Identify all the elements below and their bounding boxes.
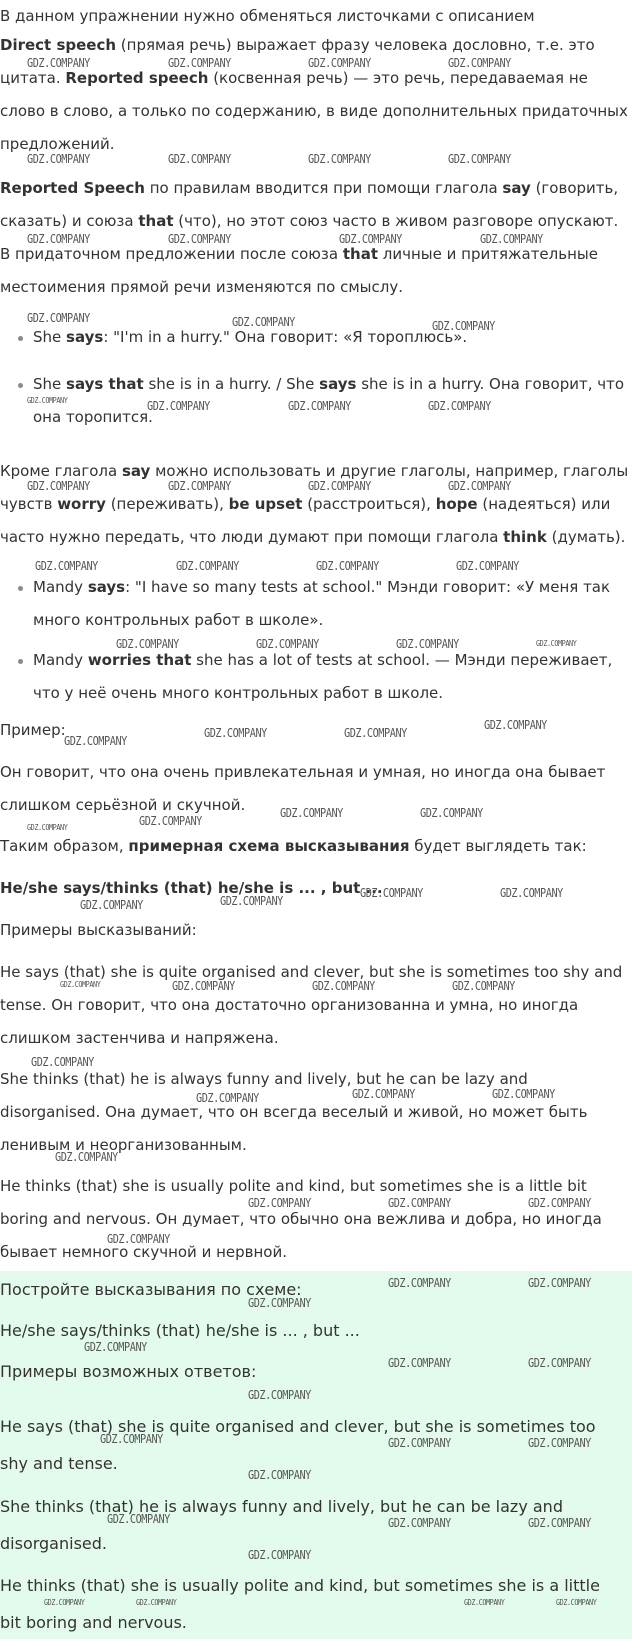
examples-label-text: Примеры высказываний: [0,921,197,939]
answer-scheme [0,1314,620,1347]
watermark: GDZ.COMPANY [528,1436,591,1450]
item-text: she is in a hurry. / She [143,375,320,393]
term-direct-speech: Direct speech [0,36,117,54]
watermark: GDZ.COMPANY [312,979,375,993]
example-1-text: He says (that) she is quite organised and clever, but she is sometimes too shy and tense. Он говорит, что она достаточно организованна и умна, но иногда слишком застенчива и напряжена. [0,963,623,1047]
answer-label-text: Примеры возможных ответов: [0,1362,257,1381]
scheme-intro-text-2: будет выглядеть так: [409,837,587,855]
definition-paragraph [0,29,630,161]
watermark: GDZ.COMPANY [452,979,515,993]
watermark: GDZ.COMPANY [456,559,519,573]
watermark: GDZ.COMPANY [107,1232,170,1246]
item-text: : "I'm in a hurry." Она говорит: «Я тороплюсь». [103,328,468,346]
watermark: GDZ.COMPANY [528,1196,591,1210]
verbs-text: (переживать), [105,495,229,513]
watermark: GDZ.COMPANY [172,979,235,993]
scheme-pattern [0,872,630,905]
term-worry: worry [57,495,106,513]
watermark: GDZ.COMPANY [168,232,231,246]
example-body: Он говорит, что она очень привлекательная и умная, но иногда она бывает слишком серьёзной и скучной. [0,763,606,814]
example-label-text: Пример: [0,721,66,739]
watermark: GDZ.COMPANY [528,1276,591,1290]
watermark: GDZ.COMPANY [388,1516,451,1530]
rule-paragraph [0,172,630,304]
item-text: she has a lot of tests at school. — Мэнди переживает, что у неё очень много контрольных работ в школе. [33,651,613,702]
watermark: GDZ.COMPANY [176,559,239,573]
watermark: GDZ.COMPANY [308,152,371,166]
watermark: GDZ.COMPANY [35,559,98,573]
list-item [0,321,632,354]
watermark: GDZ.COMPANY [480,232,543,246]
rule-text-1: по правилам вводится при помощи глагола [144,179,503,197]
watermark: GDZ.COMPANY [500,886,563,900]
verbs-text: можно использовать и другие глаголы, например, глаголы чувств [0,462,629,513]
scheme-pattern-text: He/she says/thinks (that) he/she is ... , but ... [0,879,383,897]
rule-text-2: (говорить, сказать) и союза [0,179,619,230]
watermark: GDZ.COMPANY [344,726,407,740]
example-3-text: He thinks (that) she is usually polite and kind, but sometimes she is a little bit boring and nervous. Он думает, что обычно она вежлива и добра, но иногда бывает немного скучной и нервной. [0,1177,602,1261]
watermark: GDZ.COMPANY [528,1356,591,1370]
verbs-text: (расстроиться), [302,495,436,513]
watermark: GDZ.COMPANY [288,399,351,413]
intro-text: В данном упражнении нужно обменяться листочками с описанием [0,7,535,25]
watermark: GDZ.COMPANY [432,319,495,333]
watermark: GDZ.COMPANY [232,315,295,329]
watermark: GDZ.COMPANY [168,56,231,70]
watermark: GDZ.COMPANY [256,637,319,651]
watermark: GDZ.COMPANY [64,734,127,748]
verbs-text: (надеяться) или часто нужно передать, что люди думают при помощи глагола [0,495,611,546]
watermark: GDZ.COMPANY [464,1598,505,1607]
watermark: GDZ.COMPANY [27,152,90,166]
watermark: GDZ.COMPANY [168,479,231,493]
answer-2-text: She thinks (that) he is always funny and lively, but he can be lazy and disorganised. [0,1497,563,1553]
item-text: Mandy [33,578,88,596]
watermark: GDZ.COMPANY [420,806,483,820]
watermark: GDZ.COMPANY [116,637,179,651]
watermark: GDZ.COMPANY [44,1598,85,1607]
watermark: GDZ.COMPANY [388,1356,451,1370]
item-bold: says [319,375,357,393]
watermark: GDZ.COMPANY [27,56,90,70]
item-text: she is in a hurry. Она говорит, что она торопится. [33,375,625,426]
watermark: GDZ.COMPANY [136,1598,177,1607]
watermark: GDZ.COMPANY [339,232,402,246]
watermark: GDZ.COMPANY [168,152,231,166]
say-examples-list [0,321,632,434]
watermark: GDZ.COMPANY [248,1468,311,1482]
watermark: GDZ.COMPANY [448,152,511,166]
watermark: GDZ.COMPANY [204,726,267,740]
answer-label [0,1355,620,1388]
watermark: GDZ.COMPANY [80,898,143,912]
watermark: GDZ.COMPANY [388,1196,451,1210]
watermark: GDZ.COMPANY [27,396,68,405]
watermark: GDZ.COMPANY [308,479,371,493]
watermark: GDZ.COMPANY [60,980,101,989]
term-say: say [121,462,151,480]
watermark: GDZ.COMPANY [308,56,371,70]
term-reported-speech: Reported speech [65,69,209,87]
watermark: GDZ.COMPANY [428,399,491,413]
watermark: GDZ.COMPANY [196,1091,259,1105]
scheme-intro [0,830,630,863]
watermark: GDZ.COMPANY [139,814,202,828]
watermark: GDZ.COMPANY [448,56,511,70]
watermark: GDZ.COMPANY [27,823,68,832]
watermark: GDZ.COMPANY [100,1432,163,1446]
term-think: think [503,528,547,546]
item-bold: says [87,578,126,596]
answer-2 [0,1488,620,1562]
definition-text: (прямая речь) выражает фразу человека дословно, т.е. это цитата. [0,36,595,87]
verbs-text: Кроме глагола [0,462,122,480]
watermark: GDZ.COMPANY [107,1512,170,1526]
list-item [0,571,632,637]
term-that-2: that [342,245,379,263]
watermark: GDZ.COMPANY [492,1087,555,1101]
watermark: GDZ.COMPANY [536,639,577,648]
answer-1 [0,1408,620,1482]
watermark: GDZ.COMPANY [528,1516,591,1530]
example-2 [0,1063,630,1162]
watermark: GDZ.COMPANY [360,886,423,900]
other-verbs-paragraph [0,455,630,554]
term-that: that [138,212,174,230]
item-text: Mandy [33,651,88,669]
answer-task [0,1273,620,1306]
item-text: : "I have so many tests at school." Мэнди говорит: «У меня так много контрольных работ в школе». [33,578,611,629]
mandy-examples-list [0,571,632,710]
example-3 [0,1170,630,1269]
watermark: GDZ.COMPANY [248,1296,311,1310]
watermark: GDZ.COMPANY [220,894,283,908]
watermark: GDZ.COMPANY [316,559,379,573]
verbs-text: (думать). [546,528,626,546]
watermark: GDZ.COMPANY [27,479,90,493]
watermark: GDZ.COMPANY [147,399,210,413]
watermark: GDZ.COMPANY [84,1340,147,1354]
example-2-text: She thinks (that) he is always funny and lively, but he can be lazy and disorganised. Она думает, что он всегда веселый и живой, но может быть ленивым и неорганизованным. [0,1070,588,1154]
watermark: GDZ.COMPANY [31,1055,94,1069]
item-bold: worries that [87,651,192,669]
definition-text-2: (косвенная речь) — это речь, передаваемая не слово в слово, а только по содержанию, в виде дополнительных придаточных предложений. [0,69,628,153]
watermark: GDZ.COMPANY [484,718,547,732]
examples-label [0,914,630,947]
item-text: She [33,328,67,346]
watermark: GDZ.COMPANY [556,1598,597,1607]
scheme-intro-text: Таким образом, [0,837,129,855]
watermark: GDZ.COMPANY [448,479,511,493]
watermark: GDZ.COMPANY [55,1150,118,1164]
rule-text-4: личные и притяжательные местоимения прямой речи изменяются по смыслу. [0,245,598,296]
answer-block [0,1271,632,1639]
rule-text-3: (что), но этот союз часто в живом разговоре опускают. В придаточном предложении после союза [0,212,619,263]
watermark: GDZ.COMPANY [27,232,90,246]
scheme-intro-bold: примерная схема высказывания [128,837,410,855]
answer-3 [0,1567,620,1641]
watermark: GDZ.COMPANY [280,806,343,820]
watermark: GDZ.COMPANY [248,1196,311,1210]
example-text [0,756,630,822]
item-bold: says that [66,375,144,393]
term-hope: hope [435,495,478,513]
watermark: GDZ.COMPANY [388,1276,451,1290]
watermark: GDZ.COMPANY [396,637,459,651]
watermark: GDZ.COMPANY [352,1087,415,1101]
watermark: GDZ.COMPANY [248,1548,311,1562]
answer-scheme-text: He/she says/thinks (that) he/she is ... , but ... [0,1321,360,1340]
term-reported-speech-2: Reported Speech [0,179,145,197]
answer-task-text: Постройте высказывания по схеме: [0,1280,302,1299]
term-be-upset: be upset [228,495,303,513]
term-say: say [502,179,531,197]
item-text: She [33,375,67,393]
example-label [0,714,630,747]
list-item [0,368,632,434]
watermark: GDZ.COMPANY [388,1436,451,1450]
answer-1-text: He says (that) she is quite organised and clever, but she is sometimes too shy and tense. [0,1417,596,1473]
watermark: GDZ.COMPANY [248,1388,311,1402]
item-bold: says [66,328,104,346]
watermark: GDZ.COMPANY [27,311,90,325]
example-1 [0,956,630,1055]
list-item [0,644,632,710]
answer-3-text: He thinks (that) she is usually polite and kind, but sometimes she is a little bit boring and nervous. [0,1576,600,1632]
